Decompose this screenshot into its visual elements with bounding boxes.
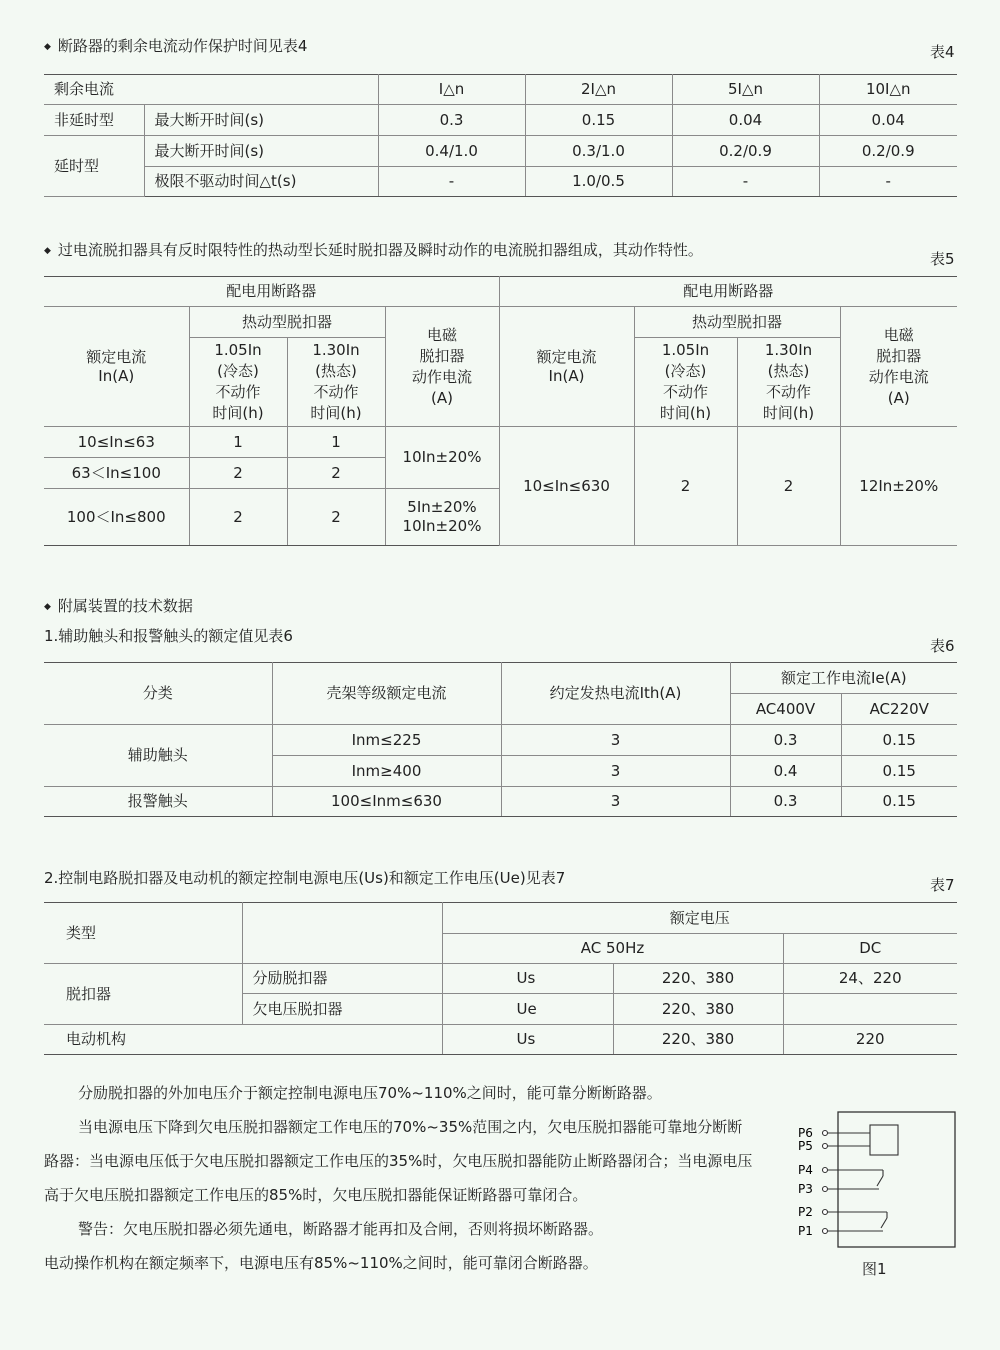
t4-r2-item: 最大断开时间(s) [144, 136, 378, 167]
t4-r3-v1: - [378, 167, 525, 197]
t7-shunt-dc: 24、220 [783, 964, 957, 994]
t4-r3-v2: 1.0/0.5 [525, 167, 672, 197]
t4-r1-v2: 0.15 [525, 105, 672, 136]
t5-thermal-right: 热动型脱扣器 [634, 307, 840, 338]
t6-r2-ac400: 0.4 [730, 756, 841, 787]
table-5 [44, 276, 957, 546]
t6-r3-ac400: 0.3 [730, 787, 841, 817]
t6-r1-ac400: 0.3 [730, 725, 841, 756]
note-shunt: 分励脱扣器的外加电压介于额定控制电源电压70%~110%之间时，能可靠分断断路器。 [78, 1084, 662, 1102]
t6-alarm: 报警触头 [44, 787, 272, 817]
t6-r3-ac220: 0.15 [841, 787, 957, 817]
t6-h-ith: 约定发热电流Ith(A) [501, 663, 730, 725]
t5-hot-left: 1.30In (热态) 不动作 时间(h) [287, 338, 385, 427]
t7-rated-voltage: 额定电压 [442, 903, 957, 934]
t6-h-frame: 壳架等级额定电流 [272, 663, 501, 725]
t4-r2-v3: 0.2/0.9 [672, 136, 819, 167]
t5-row1-hot: 1 [287, 427, 385, 458]
diagram-frame [838, 1112, 955, 1247]
t4-r2-v4: 0.2/0.9 [819, 136, 957, 167]
t5-row3-cold: 2 [189, 489, 287, 546]
t7-label: 表7 [930, 876, 955, 894]
t4-r1-v4: 0.04 [819, 105, 957, 136]
t6-r3-ith: 3 [501, 787, 730, 817]
t6-r2-ac220: 0.15 [841, 756, 957, 787]
t4-r1-v1: 0.3 [378, 105, 525, 136]
t5-magnetic-left: 电磁 脱扣器 动作电流 (A) [385, 307, 499, 427]
notes [44, 1076, 754, 1280]
t5-row3-range: 100＜In≤800 [44, 489, 189, 546]
t5-row2-hot: 2 [287, 458, 385, 489]
t4-r2-v2: 0.3/1.0 [525, 136, 672, 167]
t7-motor: 电动机构 [44, 1025, 442, 1055]
pin-p1-label: P1 [798, 1224, 813, 1238]
table-6 [44, 662, 957, 817]
t7-shunt-ac: 220、380 [613, 964, 783, 994]
t6-h-ac220: AC220V [841, 694, 957, 725]
t7-trip: 脱扣器 [44, 964, 242, 1025]
t5-rated-right: 额定电流 In(A) [499, 307, 634, 427]
t7-shunt-code: Us [442, 964, 613, 994]
t5-label: 表5 [930, 250, 955, 268]
table-4 [44, 74, 957, 197]
t5-group-left: 配电用断路器 [44, 277, 499, 307]
t4-r1-v3: 0.04 [672, 105, 819, 136]
pin-p5-label: P5 [798, 1139, 813, 1153]
pin-p4-label: P4 [798, 1163, 813, 1177]
t4-heading: ◆ 断路器的剩余电流动作保护时间见表4 [44, 36, 307, 59]
t5-row1-range: 10≤In≤63 [44, 427, 189, 458]
t7-motor-code: Us [442, 1025, 613, 1055]
t4-h0: 剩余电流 [44, 75, 378, 105]
t4-r3-v3: - [672, 167, 819, 197]
t6-aux: 辅助触头 [44, 725, 272, 787]
t7-under: 欠电压脱扣器 [242, 994, 442, 1025]
t5-heading: ◆ 过电流脱扣器具有反时限特性的热动型长延时脱扣器及瞬时动作的电流脱扣器组成，其动作特性。 [44, 240, 703, 263]
t5-cold-right: 1.05In (冷态) 不动作 时间(h) [634, 338, 737, 427]
t6-r1-ac220: 0.15 [841, 725, 957, 756]
alarm-contact-symbol [881, 1218, 887, 1228]
t4-h1: I△n [378, 75, 525, 105]
pin-p3-label: P3 [798, 1182, 813, 1196]
t7-shunt: 分励脱扣器 [242, 964, 442, 994]
t6-r3-frame: 100≤Inm≤630 [272, 787, 501, 817]
t4-r2-type: 延时型 [44, 136, 144, 197]
t5-mag-1: 10In±20% [385, 427, 499, 489]
t4-r3-v4: - [819, 167, 957, 197]
t6-r1-ith: 3 [501, 725, 730, 756]
t5-thermal-left: 热动型脱扣器 [189, 307, 385, 338]
t5-row2-cold: 2 [189, 458, 287, 489]
contact-symbol [877, 1176, 883, 1186]
t6-label: 表6 [930, 637, 955, 655]
t7-empty [242, 903, 442, 964]
acc-heading: ◆ 附属装置的技术数据 [44, 596, 193, 619]
t5-right-hot: 2 [737, 427, 840, 546]
t7-motor-ac: 220、380 [613, 1025, 783, 1055]
t4-r3-item: 极限不驱动时间△t(s) [144, 167, 378, 197]
t5-right-mag: 12In±20% [840, 427, 957, 546]
t5-mag-2: 5In±20% 10In±20% [385, 489, 499, 546]
t5-row2-range: 63＜In≤100 [44, 458, 189, 489]
t6-h-class: 分类 [44, 663, 272, 725]
t5-right-cold: 2 [634, 427, 737, 546]
t4-h4: 10I△n [819, 75, 957, 105]
t4-h3: 5I△n [672, 75, 819, 105]
coil-symbol [870, 1125, 898, 1155]
t5-row3-hot: 2 [287, 489, 385, 546]
t4-label: 表4 [930, 43, 955, 61]
pin-p2-label: P2 [798, 1205, 813, 1219]
t7-heading: 2.控制电路脱扣器及电动机的额定控制电源电压(Us)和额定工作电压(Ue)见表7 [44, 869, 566, 887]
t6-r2-frame: Inm≥400 [272, 756, 501, 787]
t7-motor-dc: 220 [783, 1025, 957, 1055]
t7-under-code: Ue [442, 994, 613, 1025]
figure-caption: 图1 [862, 1260, 887, 1278]
pin-p6-label: P6 [798, 1126, 813, 1140]
t5-magnetic-right: 电磁 脱扣器 动作电流 (A) [840, 307, 957, 427]
t6-r1-frame: Inm≤225 [272, 725, 501, 756]
t7-dc: DC [783, 934, 957, 964]
t4-r1-type: 非延时型 [44, 105, 144, 136]
t7-under-dc [783, 994, 957, 1025]
t7-type: 类型 [44, 903, 242, 964]
t7-ac: AC 50Hz [442, 934, 783, 964]
table-7 [44, 902, 957, 1055]
note-undervoltage: 当电源电压下降到欠电压脱扣器额定工作电压的70%~35%范围之内，欠电压脱扣器能可靠地分断断路器：当电源电压低于欠电压脱扣器额定工作电压的35%时，欠电压脱扣器能防止断路器闭合；当电源电压高于欠电压脱扣器额定工作电压的85%时，欠电压脱扣器能保证断路器可靠闭合。 [44, 1118, 753, 1204]
note-warning: 警告：欠电压脱扣器必须先通电，断路器才能再扣及合闸，否则将损坏断路器。 [78, 1220, 604, 1238]
note-motor: 电动操作机构在额定频率下，电源电压有85%~110%之间时，能可靠闭合断路器。 [44, 1254, 598, 1272]
t4-h2: 2I△n [525, 75, 672, 105]
t6-heading: 1.辅助触头和报警触头的额定值见表6 [44, 627, 293, 645]
t6-r2-ith: 3 [501, 756, 730, 787]
t4-r2-v1: 0.4/1.0 [378, 136, 525, 167]
t4-r1-item: 最大断开时间(s) [144, 105, 378, 136]
t5-rated-left: 额定电流 In(A) [44, 307, 189, 427]
t5-cold-left: 1.05In (冷态) 不动作 时间(h) [189, 338, 287, 427]
t7-under-ac: 220、380 [613, 994, 783, 1025]
t5-row1-cold: 1 [189, 427, 287, 458]
t6-h-ie: 额定工作电流Ie(A) [730, 663, 957, 694]
t5-hot-right: 1.30In (热态) 不动作 时间(h) [737, 338, 840, 427]
t5-group-right: 配电用断路器 [499, 277, 957, 307]
t5-right-range: 10≤In≤630 [499, 427, 634, 546]
t6-h-ac400: AC400V [730, 694, 841, 725]
